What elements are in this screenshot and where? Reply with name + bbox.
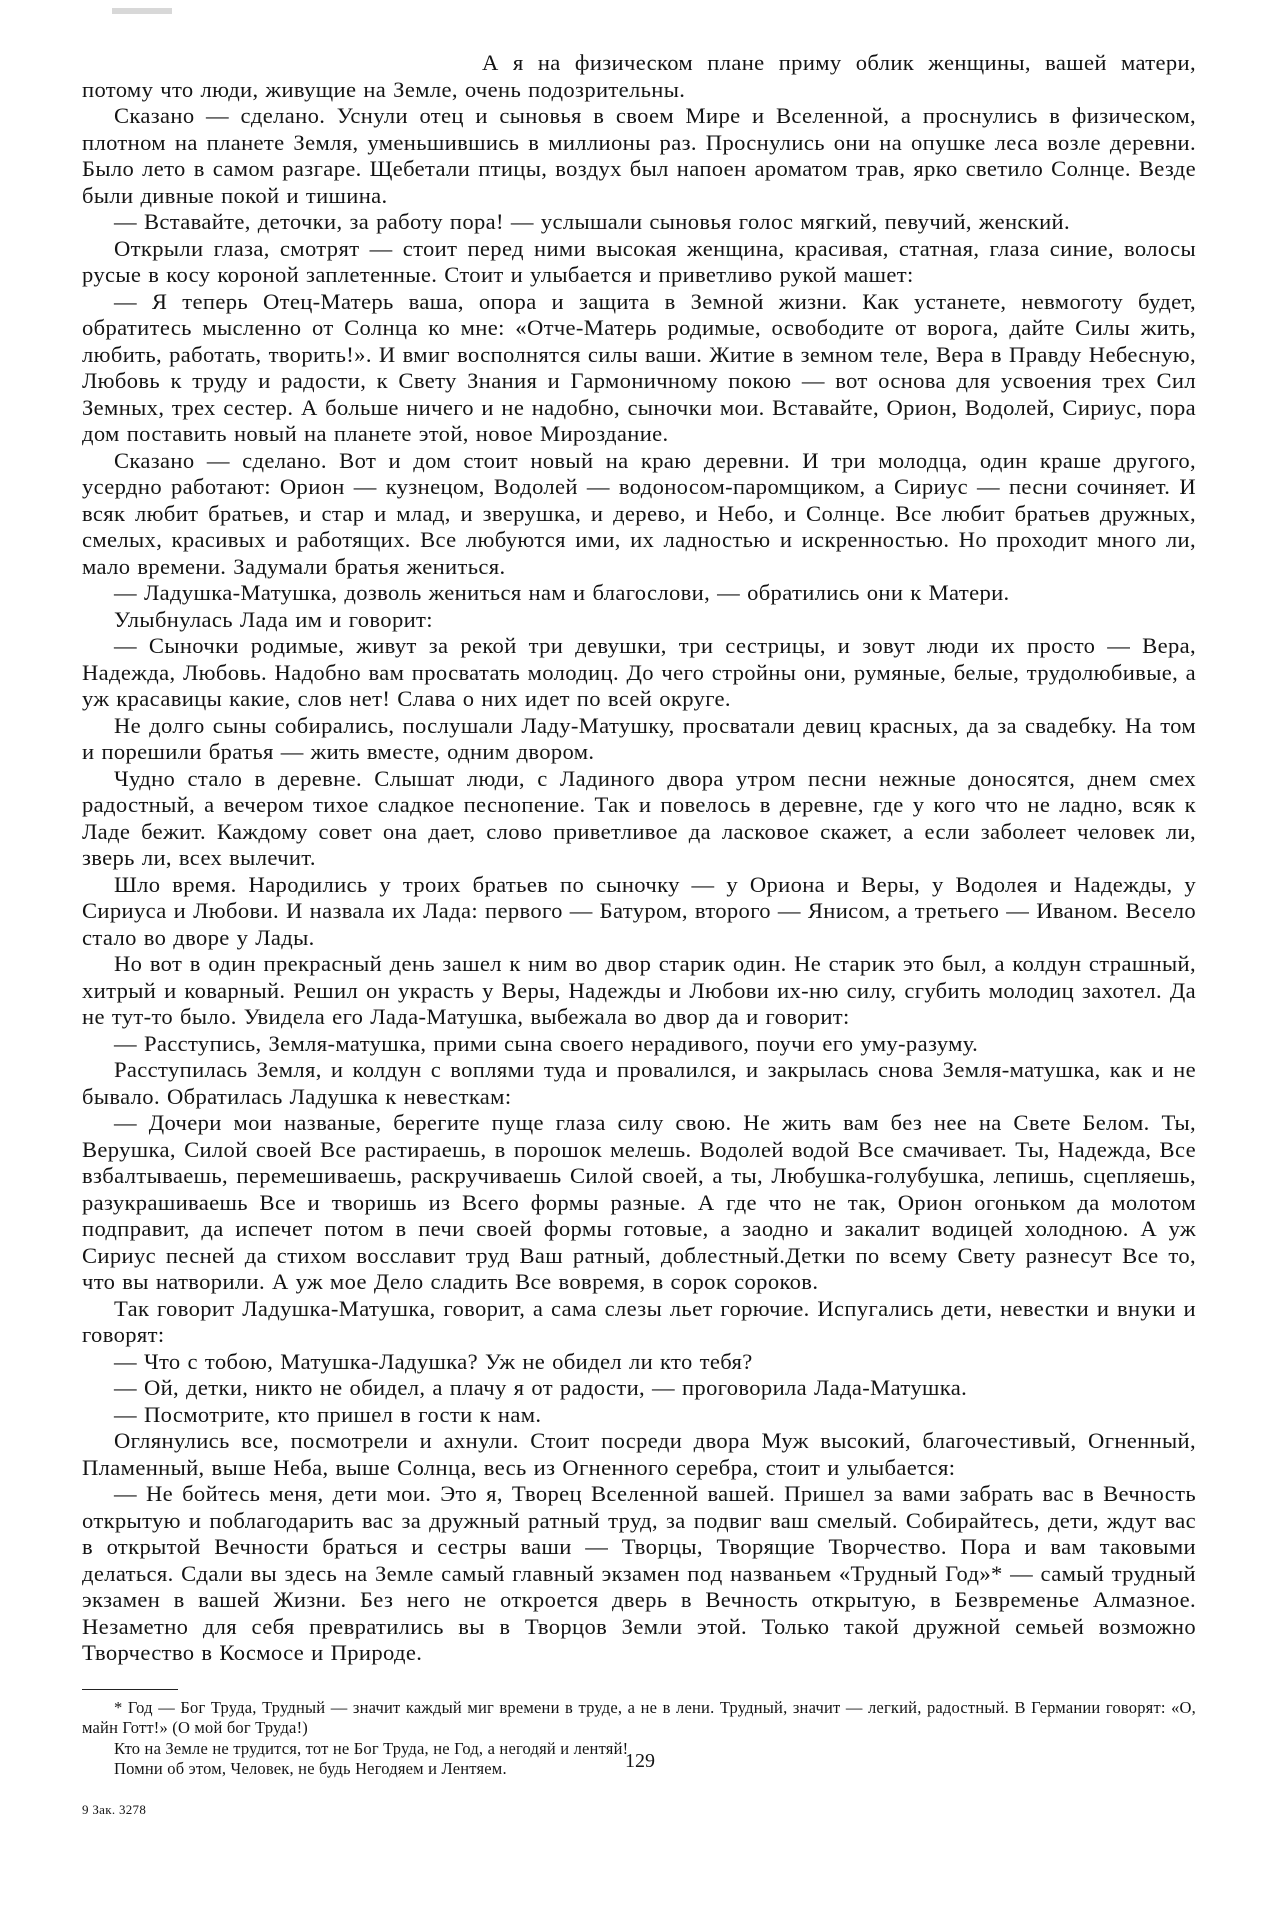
footnote: * Год — Бог Труда, Трудный — значит каждый миг времени в труде, а не в лени. Трудный, значит — легкий, радостный. В Германии говорят: «О, майн Готт!» (О мой бог Труда!) — [82, 1697, 1196, 1737]
paragraph: Не долго сыны собирались, послушали Ладу-Матушку, просватали девиц красных, да за свадебку. На том и порешили братья — жить вместе, одним двором. — [82, 712, 1196, 764]
paragraph: Открыли глаза, смотрят — стоит перед ними высокая женщина, красивая, статная, глаза синие, волосы русые в косу короной заплетенные. Стоит и улыбается и приветливо рукой машет: — [82, 235, 1196, 287]
paragraph: Оглянулись все, посмотрели и ахнули. Стоит посреди двора Муж высокий, благочестивый, Огненный, Пламенный, выше Неба, выше Солнца, весь из Огненного серебра, стоит и улыбается: — [82, 1428, 1196, 1480]
paragraph: — Сыночки родимые, живут за рекой три девушки, три сестрицы, и зовут люди их просто — Вера, Надежда, Любовь. Надобно вам просватать молодиц. До чего стройны они, румяные, белые, трудолюбивые, а уж красавицы какие, слов нет! Слава о них идет по всей округе. — [82, 633, 1196, 711]
paragraph: Шло время. Народились у троих братьев по сыночку — у Ориона и Веры, у Водолея и Надежды, у Сириуса и Любови. И назвала их Лада: первого — Батуром, второго — Янисом, а третьего — Иваном. Весело стало во дворе у Лады. — [82, 871, 1196, 950]
paragraph: — Ладушка-Матушка, дозволь жениться нам и благослови, — обратились они к Матери. — [114, 580, 1010, 605]
paragraph: — Ой, детки, никто не обидел, а плачу я от радости, — проговорила Лада-Матушка. — [114, 1375, 968, 1400]
paragraph: — Расступись, Земля-матушка, прими сына своего нерадивого, поучи его уму-разуму. — [114, 1030, 979, 1056]
paragraph: — Не бойтесь меня, дети мои. Это я, Творец Вселенной вашей. Пришел за вами забрать вас в Вечность открытую и поблагодарить вас за дружный ратный труд, за подвиг ваш смелый. Собирайтесь, дети, ждут вас в открытой Вечности браться и сестры ваши — Творцы, Творящие Творчество. Пора и вам таковыми делаться. Сдали вы здесь на Земле самый главный экзамен под названьем «Трудный Год»* — самый трудный экзамен в вашей Жизни. Без него не откроется дверь в Вечность открытую, в Безвременье Алмазное. Незаметно для себя превратились вы в Творцов Земли этой. Только такой дружной семьей возможно Творчество в Космосе и Природе. — [82, 1481, 1196, 1665]
paragraph: — Что с тобою, Матушка-Ладушка? Уж не обидел ли кто тебя? — [114, 1348, 753, 1374]
page-number: 129 — [625, 1750, 655, 1772]
main-text — [82, 50, 1196, 1667]
paragraph: Но вот в один прекрасный день зашел к ним во двор старик один. Не старик это был, а колдун страшный, хитрый и коварный. Решил он украсть у Веры, Надежды и Любови их-ню силу, сгубить молодиц захотел. Да не тут-то было. Увидела его Лада-Матушка, выбежала во двор да и говорит: — [82, 951, 1196, 1029]
footnote: Помни об этом, Человек, не будь Негодяем и Лентяем. — [114, 1759, 507, 1778]
paragraph: Сказано — сделано. Вот и дом стоит новый на краю деревни. И три молодца, один краше другого, усердно работают: Орион — кузнецом, Водолей — водоносом-паромщиком, а Сириус — песни сочиняет. И всяк любит братьев, и стар и млад, и зверушка, и дерево, и Небо, и Солнце. Все любит братьев дружных, смелых, красивых и работящих. Все любуются ими, их ладностью и искренностью. Но проходит много ли, мало времени. Задумали братья жениться. — [82, 447, 1196, 579]
scan-artifact — [112, 8, 172, 14]
paragraph: — Я теперь Отец-Матерь ваша, опора и защита в Земной жизни. Как устанете, невмоготу будет, обратитесь мысленно от Солнца ко мне: «Отче-Матерь родимые, освободите от ворога, дайте Силы жить, любить, работать, творить!». И вмиг восполнятся силы ваши. Житие в земном теле, Вера в Правду Небесную, Любовь к труду и радости, к Свету Знания и Гармоничному покою — вот основа для усвоения трех Сил Земных, трех сестер. А больше ничего и не надобно, сыночки мои. Вставайте, Орион, Водолей, Сириус, пора дом поставить новый на планете этой, новое Мироздание. — [82, 288, 1196, 446]
paragraph: — Посмотрите, кто пришел в гости к нам. — [114, 1401, 542, 1427]
paragraph: Чудно стало в деревне. Слышат люди, с Ладиного двора утром песни нежные доносятся, днем смех радостный, а вечером тихое сладкое песнопение. Так и повелось в деревне, где у кого что не ладно, всяк к Ладе бежит. Каждому совет она дает, слово приветливое да ласковое скажет, а если заболеет человек ли, зверь ли, всех вылечит. — [82, 765, 1196, 870]
paragraph: Так говорит Ладушка-Матушка, говорит, а сама слезы льет горючие. Испугались дети, невестки и внуки и говорят: — [82, 1295, 1196, 1347]
paragraph: Сказано — сделано. Уснули отец и сыновья в своем Мире и Вселенной, а проснулись в физическом, плотном на планете Земля, уменьшившись в миллионы раз. Проснулись они на опушке леса возле деревни. Было лето в самом разгаре. Щебетали птицы, воздух был напоен ароматом трав, ярко светило Солнце. Везде были дивные покой и тишина. — [82, 103, 1196, 208]
paragraph: Расступилась Земля, и колдун с воплями туда и провалился, и закрылась снова Земля-матушка, как и не бывало. Обратилась Ладушка к невесткам: — [82, 1057, 1196, 1109]
paragraph: А я на физическом плане приму облик женщины, вашей матери, потому что люди, живущие на Земле, очень подозрительны. — [82, 50, 1196, 102]
print-order-mark: 9 Зак. 3278 — [82, 1802, 147, 1817]
paragraph: Улыбнулась Лада им и говорит: — [114, 606, 433, 632]
footnote: Кто на Земле не трудится, тот не Бог Труда, не Год, а негодяй и лентяй! — [114, 1738, 629, 1758]
paragraph: — Дочери мои названые, берегите пуще глаза силу свою. Не жить вам без нее на Свете Белом. Ты, Верушка, Силой своей Все растираешь, в порошок мелешь. Водолей водой Все смачивает. Ты, Надежда, Все взбалтываешь, перемешиваешь, раскручиваешь Силой своей, а ты, Любушка-голубушка, лепишь, сцепляешь, разукрашиваешь Все и творишь из Всего формы разные. А где что не так, Орион огоньком да молотом подправит, да испечет потом в печи своей формы готовые, а заодно и закалит водицей холодною. А уж Сириус песней да стихом восславит труд Ваш ратный, доблестный.Детки по всему Свету разнесут Все то, что вы натворили. А уж мое Дело сладить Все вовремя, в сорок сороков. — [82, 1110, 1196, 1294]
footnote-divider — [82, 1689, 178, 1690]
document-page — [82, 50, 1196, 1780]
paragraph: — Вставайте, деточки, за работу пора! — услышали сыновья голос мягкий, певучий, женский. — [114, 209, 1070, 234]
